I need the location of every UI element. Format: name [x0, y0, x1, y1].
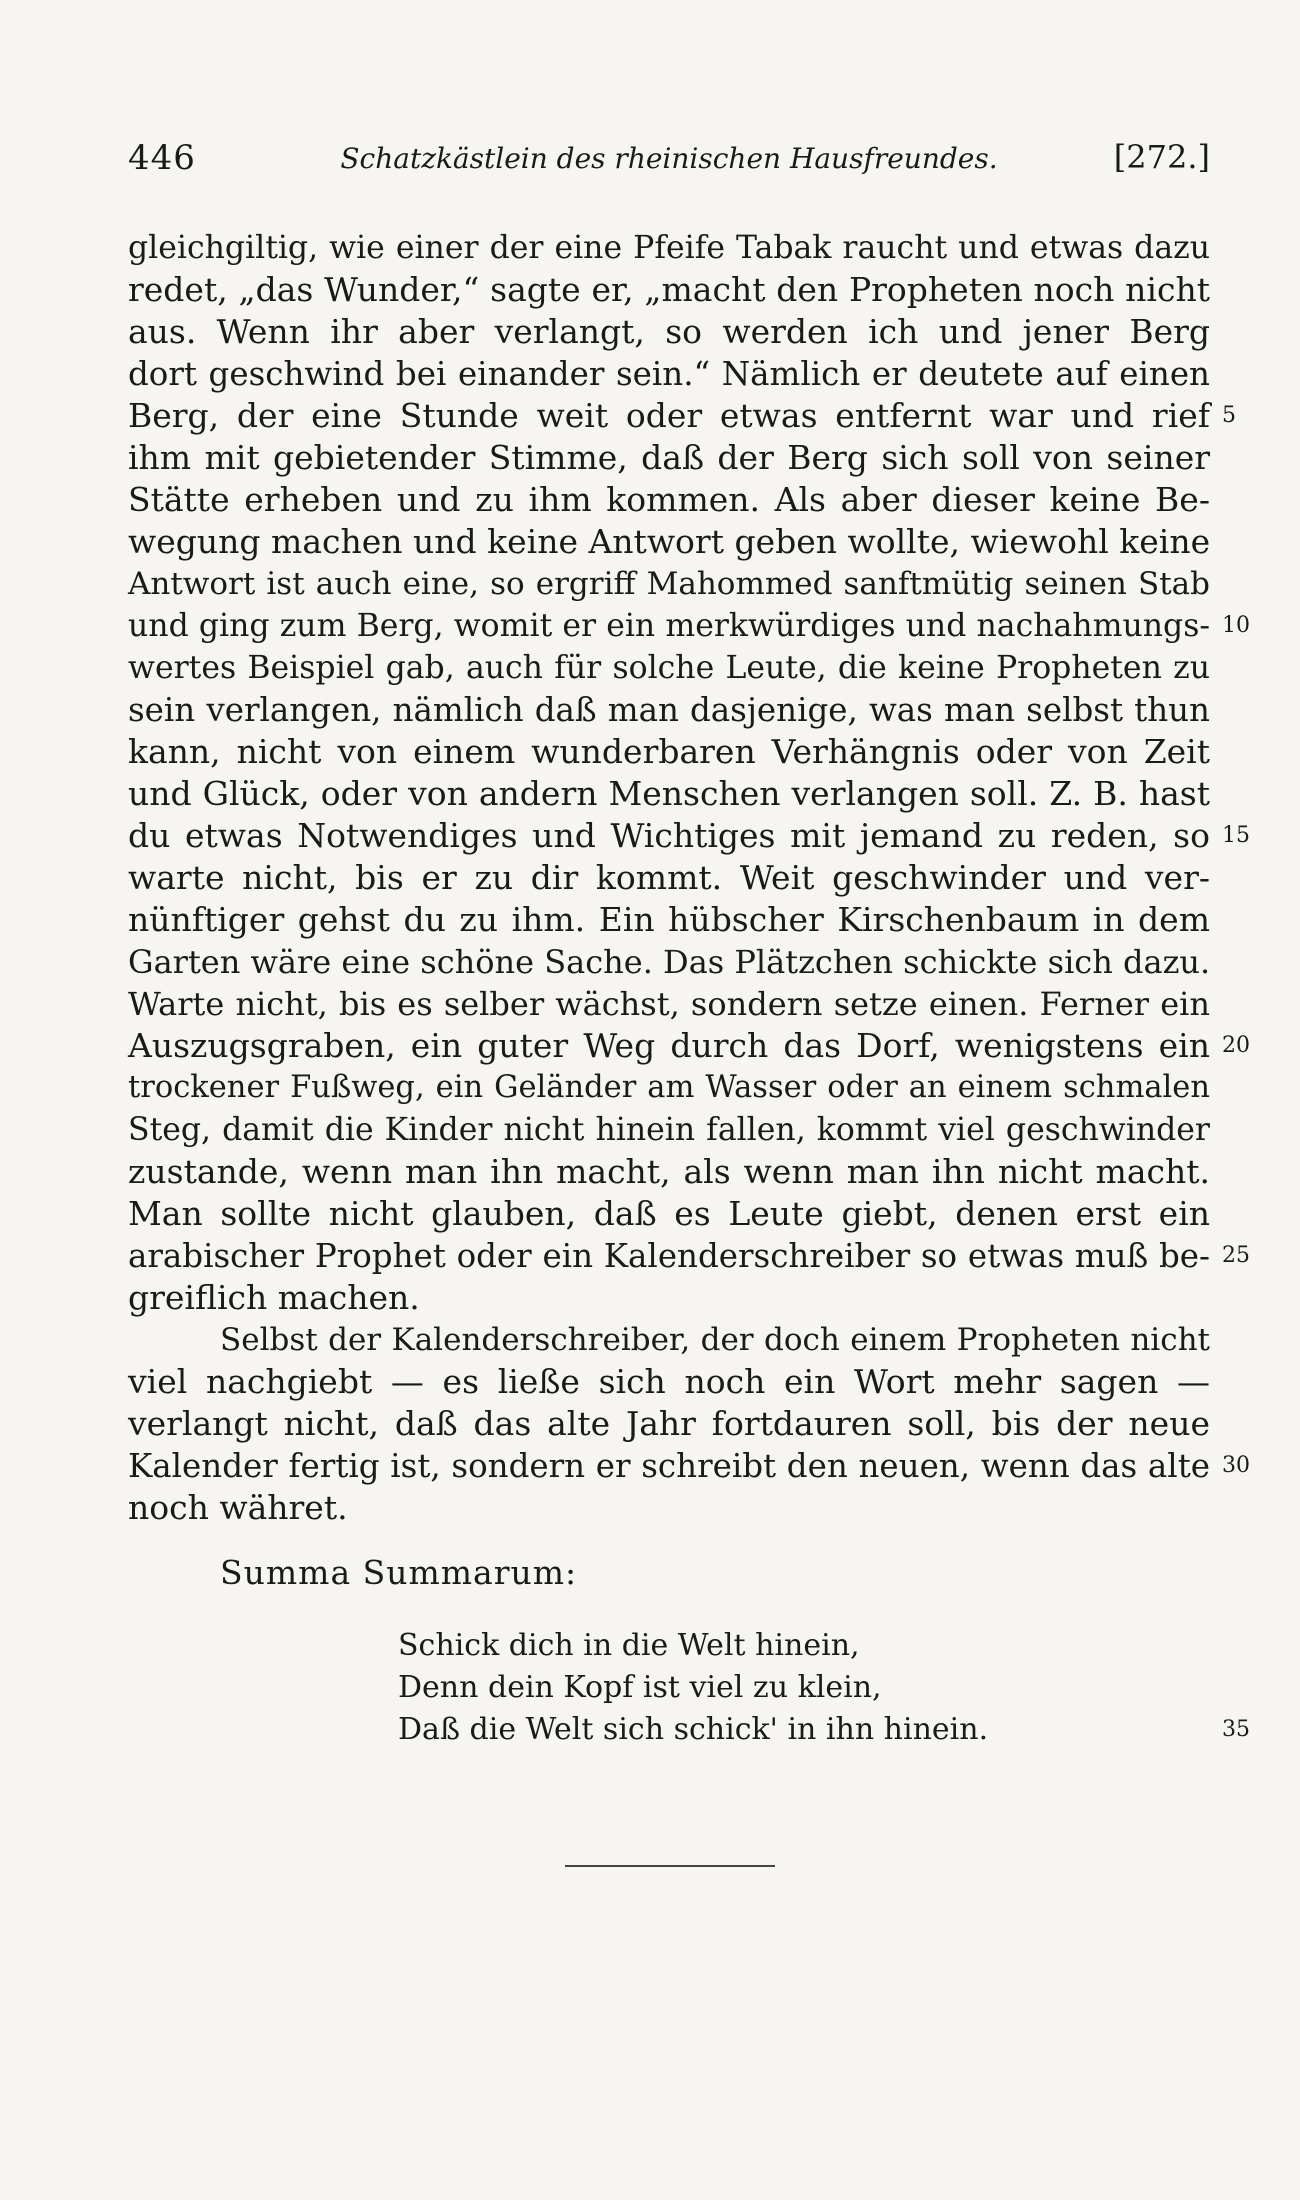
text-line: Antwort ist auch eine, so ergriff Mahommed sanftmütig seinen Stab — [128, 566, 1210, 602]
text-line: Steg, damit die Kinder nicht hinein fallen, kommt viel geschwinder — [128, 1112, 1210, 1148]
text-line: dort geschwind bei einander sein.“ Nämlich er deutete auf einen — [128, 355, 1210, 393]
section-divider — [565, 1865, 775, 1867]
text-line: und ging zum Berg, womit er ein merkwürdiges und nachahmungs- — [128, 608, 1210, 644]
text-line: Stätte erheben und zu ihm kommen. Als aber dieser keine Be- — [128, 480, 1210, 519]
text-line: trockener Fußweg, ein Geländer am Wasser oder an einem schmalen — [128, 1070, 1210, 1105]
line-number: 10 — [1222, 613, 1250, 638]
text-line: Garten wäre eine schöne Sache. Das Plätzchen schickte sich dazu. — [128, 943, 1211, 981]
text-line: und Glück, oder von andern Menschen verlangen soll. Z. B. hast — [128, 774, 1210, 813]
text-line: warte nicht, bis er zu dir kommt. Weit geschwinder und ver- — [128, 858, 1210, 897]
running-title: Schatzkästlein des rheinischen Hausfreundes. — [340, 142, 998, 175]
section-marker: [272.] — [1113, 138, 1210, 176]
line-number: 25 — [1222, 1243, 1250, 1268]
line-number: 5 — [1222, 403, 1236, 428]
text-line: zustande, wenn man ihn macht, als wenn man ihn nicht macht. — [128, 1152, 1210, 1191]
text-line: kann, nicht von einem wunderbaren Verhängnis oder von Zeit — [128, 732, 1210, 771]
text-line: noch währet. — [128, 1488, 348, 1527]
text-line: Berg, der eine Stunde weit oder etwas entfernt war und rief — [128, 396, 1210, 435]
text-line: Selbst der Kalenderschreiber, der doch einem Propheten nicht — [220, 1322, 1210, 1358]
verse-line: Daß die Welt sich schick' in ihn hinein. — [398, 1712, 989, 1747]
text-line: du etwas Notwendiges und Wichtiges mit jemand zu reden, so — [128, 816, 1210, 855]
text-line: viel nachgiebt — es ließe sich noch ein Wort mehr sagen — — [128, 1362, 1210, 1401]
text-line: Auszugsgraben, ein guter Weg durch das Dorf, wenigstens ein — [128, 1026, 1210, 1065]
line-number: 30 — [1222, 1453, 1250, 1478]
text-line: sein verlangen, nämlich daß man dasjenige, was man selbst thun — [128, 691, 1210, 729]
text-line: wegung machen und keine Antwort geben wollte, wiewohl keine — [128, 522, 1211, 561]
text-line: wertes Beispiel gab, auch für solche Leute, die keine Propheten zu — [128, 650, 1210, 686]
line-number: 15 — [1222, 823, 1250, 848]
text-line: arabischer Prophet oder ein Kalenderschreiber so etwas muß be- — [128, 1237, 1210, 1275]
text-line: redet, „das Wunder,“ sagte er, „macht den Propheten noch nicht — [128, 270, 1210, 309]
text-line: Kalender fertig ist, sondern er schreibt den neuen, wenn das alte — [128, 1447, 1210, 1485]
page-number: 446 — [128, 138, 196, 178]
page-header — [128, 138, 1210, 188]
verse-line: Denn dein Kopf ist viel zu klein, — [398, 1670, 882, 1705]
text-line: gleichgiltig, wie einer der eine Pfeife Tabak raucht und etwas dazu — [128, 230, 1210, 266]
text-line: aus. Wenn ihr aber verlangt, so werden ich und jener Berg — [128, 312, 1210, 351]
summa-heading: Summa Summarum: — [220, 1553, 578, 1592]
verse-line: Schick dich in die Welt hinein, — [398, 1628, 860, 1663]
text-line: verlangt nicht, daß das alte Jahr fortdauren soll, bis der neue — [128, 1404, 1210, 1443]
line-number: 20 — [1222, 1033, 1250, 1058]
text-line: ihm mit gebietender Stimme, daß der Berg sich soll von seiner — [128, 438, 1210, 477]
text-line: greiflich machen. — [128, 1278, 420, 1317]
line-number: 35 — [1222, 1717, 1250, 1742]
text-line: nünftiger gehst du zu ihm. Ein hübscher Kirschenbaum in dem — [128, 900, 1210, 939]
text-line: Warte nicht, bis es selber wächst, sondern setze einen. Ferner ein — [128, 985, 1210, 1023]
text-line: Man sollte nicht glauben, daß es Leute giebt, denen erst ein — [128, 1194, 1210, 1233]
